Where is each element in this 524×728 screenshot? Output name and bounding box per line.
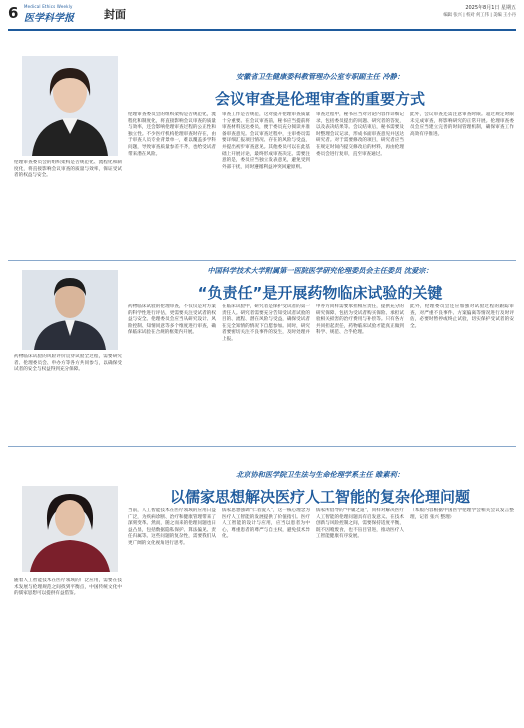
- article-body-column: （本版内容根据中国医学伦理学会相关会议发言整理，记者 张兴 整理）: [410, 508, 514, 520]
- article-headline: 会议审查是伦理审查的重要方式: [214, 90, 425, 108]
- article-body-column: 申办方同样需要承担相应责任，提供充分的研究保障，包括为受试者购买保险、承担试验相关损害的治疗费用与补偿等。只有各方共同担起责任，药物临床试验才能真正做到科学、规范、合乎伦理。: [316, 304, 404, 336]
- portrait-photo: [22, 56, 118, 156]
- date-line: 2025年8月1日 星期五: [465, 5, 516, 11]
- article-separator: [8, 260, 516, 261]
- article-body-column: 儒家思想强调“仁者爱人”，这一核心理念为医疗人工智能的发展提供了价值指引。医疗人工智能的设计与应用，应当以患者为中心，尊重患者的尊严与自主权，避免技术异化。: [222, 508, 310, 540]
- article-body-column: 此外，会议审查还需注意审查时限。超过规定时限未完成审查，将影响研究的正常开展。伦理审查委员会应当建立完善的时间管理机制，确保审查工作高效有序推进。: [410, 112, 514, 137]
- article-kicker: 北京协和医学院卫生法与生命伦理学系主任 睢素利：: [236, 470, 404, 479]
- article-body-column: 伦理审查委员会的组织架构是否规范化，流程化和制度化，将直接影响会议审查的质量与效率，还会影响伦理审查过程的公正性和独立性。不少医疗机构伦理审查时存在，由于审查人员专业背景单一，难以覆盖多学科问题，导致审查质量参差不齐，也给受试者带来潜在风险。: [128, 112, 216, 157]
- masthead: [24, 4, 104, 26]
- article-body-column: 伦理审查委员会的组织架构是否规范化、流程化和制度化，将直接影响会议审查的质量与效率，保证受试者的权益与安全。: [14, 160, 122, 179]
- article-body-column: 在临床试验中，研究者是保护受试者的第一责任人。研究者需要充分告知受试者试验的目的、流程、潜在风险与受益，确保受试者在完全知情的情况下自愿参加。同时，研究者要密切关注不良事件的发生，及时处理并上报。: [222, 304, 310, 342]
- article-headline: “负责任”是开展药物临床试验的关键: [197, 284, 443, 302]
- article-body-column: 随着人工智能技术在医疗领域的广泛应用，需要在技术发展与伦理规范之间找到平衡点，中国传统文化中的儒家思想可以提供有益借鉴。: [14, 578, 122, 597]
- page-number: 6: [8, 4, 19, 22]
- article-body-column: 药物临床试验的伦理审查，不仅仅是对方案的科学性进行评估，更需要关注受试者的权益与安全。伦理委员会应当从研究设计、风险控制、知情同意等多个维度进行审查，确保临床试验在合规的框架内开展。: [128, 304, 216, 336]
- article-body-column: 儒家所倡导的“中庸之道”，同样对解决医疗人工智能的伦理问题具有启发意义。在技术创新与风险控制之间，需要保持适度平衡，既不因噎废食，也不盲目冒进，推动医疗人工智能健康有序发展。: [316, 508, 404, 540]
- section-label: 封面: [104, 8, 126, 21]
- article-body-column: 药物临床试验的风险评价贯穿试验全过程，需要研究者、伦理委员会、申办方等各方共同参与，以确保受试者的安全与权益得到充分保障。: [14, 354, 122, 373]
- article-separator: [8, 446, 516, 447]
- portrait-photo: [22, 486, 118, 572]
- article-kicker: 中国科学技术大学附属第一医院医学研究伦理委员会主任委员 沈爱宗：: [207, 266, 433, 275]
- editor-line: 编辑 张兴 | 校对 何工伟 | 美编 王小丹: [443, 13, 516, 18]
- masthead-chinese: 医学科学报: [24, 13, 74, 24]
- article-body-column: 当前，人工智能技术在医疗领域的应用日益广泛，为疾病诊断、治疗和健康管理带来了深刻变革。然而，随之而来的伦理问题也日益凸显，包括数据隐私保护、算法偏见、责任归属等。这些问题的复杂性，需要我们从更广阔的文化视角进行思考。: [128, 508, 216, 546]
- portrait-photo: [22, 270, 118, 350]
- article-kicker: 安徽省卫生健康委科教管理办公室专职副主任 冷静：: [236, 72, 404, 81]
- article-headline: 以儒家思想解决医疗人工智能的复杂伦理问题: [169, 488, 470, 506]
- article-body-column: 审查过程中，秘书应当对讨论内容作详细记录，包括委员提出的问题、研究者的答复，以及表决结果等。会议结束后，秘书需要及时整理会议记录，形成书面审查意见并送达研究者。对于需要修改的项目，研究者应当在规定时间内提交修改后的材料，再由伦理委员会进行复审，直至审查通过。: [316, 112, 404, 157]
- header-rule: [8, 29, 516, 31]
- article-body-column: 审查工作是否规范，这对提升伦理审查质量十分重要。在会议审查前，秘书应当提前将审查材料送达委员，便于委员充分阅读并准备审查意见。会议审查过程中，主审委员需要详细汇报项目情况、存在的风险与受益，并提出初步审查意见。其他委员可以在此基础上开展讨论，最终形成审查决定。需要注意的是，委员应当独立发表意见，避免受到外部干扰，同时遵循利益冲突回避原则。: [222, 112, 310, 170]
- masthead-english: Medical Ethics Weekly: [24, 4, 73, 9]
- article-body-column: 此外，伦理委员会还应加强对试验过程的跟踪审查，对严重不良事件、方案偏离等情况进行及时评估，必要时暂停或终止试验，切实保护受试者的安全。: [410, 304, 514, 329]
